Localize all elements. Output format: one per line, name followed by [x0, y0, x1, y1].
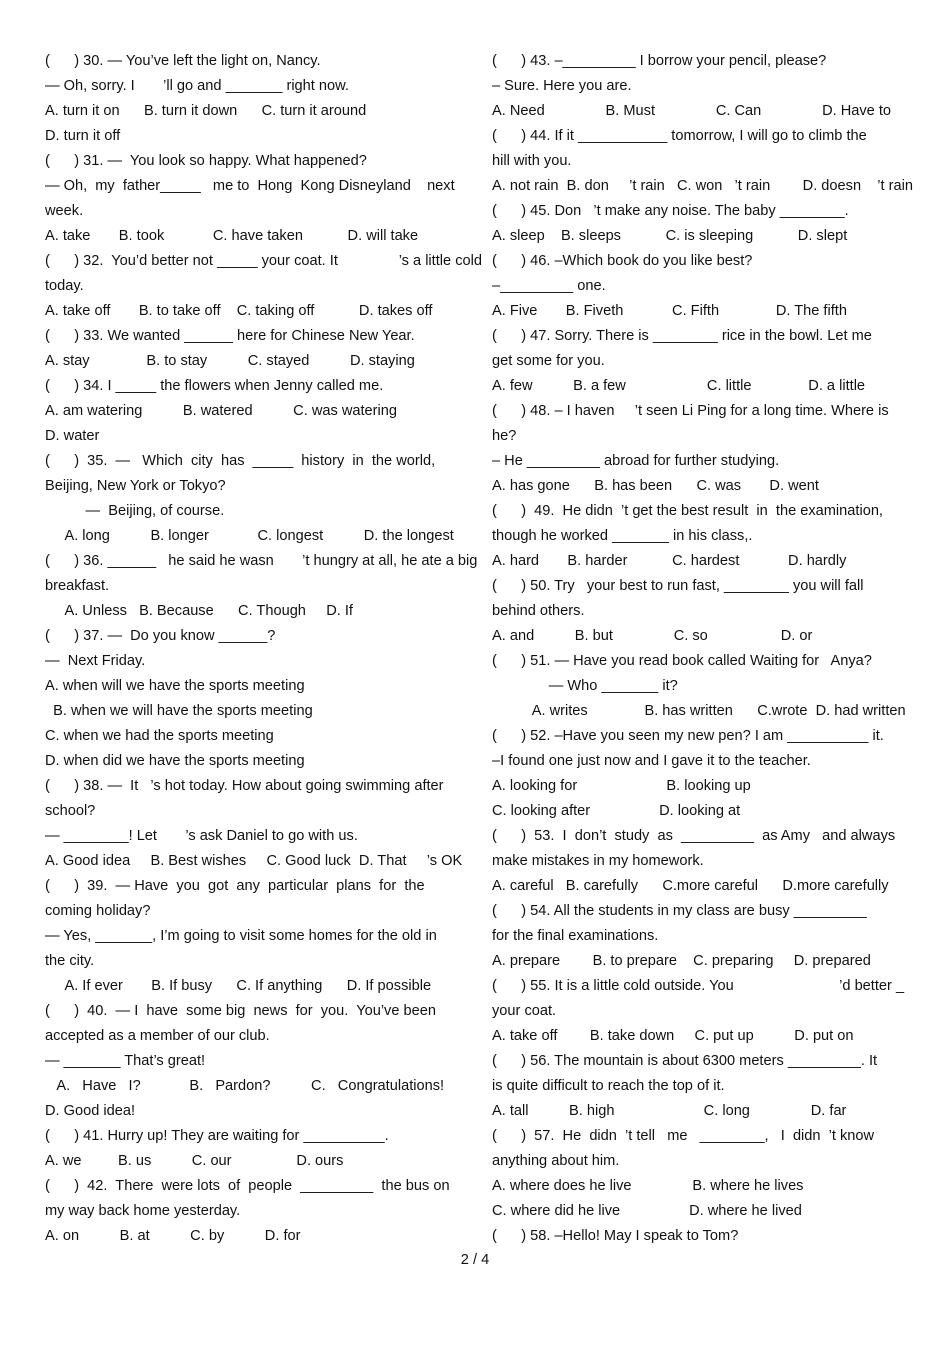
- text-line: A. careful B. carefully C.more careful D.more carefully: [492, 878, 889, 894]
- text-line: A. If ever B. If busy C. If anything D. If possible: [45, 978, 432, 994]
- text-line: ( ) 42. There were lots of people _________ the bus on: [45, 1178, 450, 1194]
- text-line: D. when did we have the sports meeting: [45, 753, 305, 769]
- text-line: D. turn it off: [45, 128, 121, 144]
- text-line: make mistakes in my homework.: [492, 853, 704, 869]
- text-line: D. Good idea!: [45, 1103, 136, 1119]
- text-line: ( ) 35. — Which city has _____ history in the world,: [45, 453, 436, 469]
- text-line: is quite difficult to reach the top of it.: [492, 1078, 725, 1094]
- text-line: A. long B. longer C. longest D. the longest: [45, 528, 454, 544]
- text-line: the city.: [45, 953, 95, 969]
- text-line: A. am watering B. watered C. was watering: [45, 403, 398, 419]
- text-line: ( ) 44. If it ___________ tomorrow, I will go to climb the: [492, 128, 867, 144]
- text-line: ( ) 51. — Have you read book called Waiting for Anya?: [492, 653, 872, 669]
- text-line: A. prepare B. to prepare C. preparing D. prepared: [492, 953, 871, 969]
- text-line: C. when we had the sports meeting: [45, 728, 274, 744]
- text-line: ( ) 50. Try your best to run fast, ________ you will fall: [492, 578, 864, 594]
- text-line: A. writes B. has written C.wrote D. had written: [492, 703, 906, 719]
- text-line: he?: [492, 428, 517, 444]
- text-line: get some for you.: [492, 353, 605, 369]
- text-line: B. when we will have the sports meeting: [45, 703, 313, 719]
- text-line: ( ) 36. ______ he said he wasn ’t hungry at all, he ate a big: [45, 553, 478, 569]
- text-line: today.: [45, 278, 84, 294]
- text-line: C. where did he live D. where he lived: [492, 1203, 802, 1219]
- text-line: ( ) 53. I don’t study as _________ as Amy and always: [492, 828, 896, 844]
- text-line: A. take B. took C. have taken D. will take: [45, 228, 419, 244]
- text-line: ( ) 56. The mountain is about 6300 meters _________. It: [492, 1053, 878, 1069]
- text-line: A. when will we have the sports meeting: [45, 678, 305, 694]
- text-line: behind others.: [492, 603, 585, 619]
- text-line: D. water: [45, 428, 100, 444]
- text-line: ( ) 33. We wanted ______ here for Chinese New Year.: [45, 328, 415, 344]
- right-column: [492, 49, 932, 1249]
- text-line: — Yes, _______, I’m going to visit some homes for the old in: [45, 928, 437, 944]
- text-line: A. stay B. to stay C. stayed D. staying: [45, 353, 415, 369]
- page-number: 2 / 4: [460, 1252, 490, 1268]
- text-line: — Next Friday.: [45, 653, 146, 669]
- text-line: hill with you.: [492, 153, 572, 169]
- text-line: — _______ That’s great!: [45, 1053, 206, 1069]
- text-line: A. tall B. high C. long D. far: [492, 1103, 847, 1119]
- text-line: coming holiday?: [45, 903, 151, 919]
- text-line: ( ) 46. –Which book do you like best?: [492, 253, 753, 269]
- text-line: A. hard B. harder C. hardest D. hardly: [492, 553, 847, 569]
- text-line: ( ) 43. –_________ I borrow your pencil, please?: [492, 53, 827, 69]
- text-line: A. we B. us C. our D. ours: [45, 1153, 344, 1169]
- text-line: ( ) 54. All the students in my class are busy _________: [492, 903, 867, 919]
- text-line: ( ) 48. – I haven ’t seen Li Ping for a long time. Where is: [492, 403, 889, 419]
- text-line: — Who _______ it?: [492, 678, 678, 694]
- text-line: A. Need B. Must C. Can D. Have to: [492, 103, 892, 119]
- text-line: school?: [45, 803, 96, 819]
- text-line: ( ) 37. — Do you know ______?: [45, 628, 276, 644]
- text-line: A. and B. but C. so D. or: [492, 628, 813, 644]
- text-line: A. on B. at C. by D. for: [45, 1228, 301, 1244]
- text-line: — ________! Let ’s ask Daniel to go with us.: [45, 828, 358, 844]
- text-line: ( ) 34. I _____ the flowers when Jenny called me.: [45, 378, 384, 394]
- text-line: A. take off B. to take off C. taking off D. takes off: [45, 303, 433, 319]
- text-line: A. sleep B. sleeps C. is sleeping D. slept: [492, 228, 848, 244]
- text-line: ( ) 49. He didn ’t get the best result in the examination,: [492, 503, 883, 519]
- text-line: A. where does he live B. where he lives: [492, 1178, 804, 1194]
- text-line: ( ) 32. You’d better not _____ your coat. It ’s a little cold: [45, 253, 482, 269]
- text-line: A. turn it on B. turn it down C. turn it around: [45, 103, 367, 119]
- text-line: ( ) 30. — You’ve left the light on, Nancy.: [45, 53, 321, 69]
- text-line: ( ) 55. It is a little cold outside. You ’d better _: [492, 978, 905, 994]
- text-line: – Sure. Here you are.: [492, 78, 632, 94]
- text-line: your coat.: [492, 1003, 557, 1019]
- text-line: accepted as a member of our club.: [45, 1028, 270, 1044]
- text-line: ( ) 57. He didn ’t tell me ________, I didn ’t know: [492, 1128, 875, 1144]
- text-line: A. Five B. Fiveth C. Fifth D. The fifth: [492, 303, 847, 319]
- text-line: anything about him.: [492, 1153, 620, 1169]
- text-line: – He _________ abroad for further studying.: [492, 453, 780, 469]
- text-line: ( ) 40. — I have some big news for you. You’ve been: [45, 1003, 436, 1019]
- text-line: A. take off B. take down C. put up D. put on: [492, 1028, 854, 1044]
- text-line: A. Unless B. Because C. Though D. If: [45, 603, 353, 619]
- text-line: A. has gone B. has been C. was D. went: [492, 478, 819, 494]
- text-line: ( ) 39. — Have you got any particular plans for the: [45, 878, 425, 894]
- text-line: ( ) 45. Don ’t make any noise. The baby ________.: [492, 203, 849, 219]
- text-line: A. looking for B. looking up: [492, 778, 751, 794]
- text-line: — Oh, sorry. I ’ll go and _______ right now.: [45, 78, 349, 94]
- text-line: A. Good idea B. Best wishes C. Good luck D. That ’s OK: [45, 853, 463, 869]
- text-line: –I found one just now and I gave it to the teacher.: [492, 753, 811, 769]
- text-line: my way back home yesterday.: [45, 1203, 241, 1219]
- text-line: though he worked _______ in his class,.: [492, 528, 753, 544]
- text-line: ( ) 31. — You look so happy. What happened?: [45, 153, 367, 169]
- text-line: ( ) 58. –Hello! May I speak to Tom?: [492, 1228, 739, 1244]
- left-column: [45, 49, 482, 1249]
- text-line: ( ) 52. –Have you seen my new pen? I am __________ it.: [492, 728, 884, 744]
- text-line: ( ) 38. — It ’s hot today. How about going swimming after: [45, 778, 444, 794]
- text-line: for the final examinations.: [492, 928, 659, 944]
- text-line: ( ) 47. Sorry. There is ________ rice in the bowl. Let me: [492, 328, 872, 344]
- text-line: A. Have I? B. Pardon? C. Congratulations!: [45, 1078, 445, 1094]
- text-line: week.: [45, 203, 84, 219]
- text-line: ( ) 41. Hurry up! They are waiting for __________.: [45, 1128, 389, 1144]
- text-line: breakfast.: [45, 578, 110, 594]
- text-line: –_________ one.: [492, 278, 606, 294]
- text-line: — Oh, my father_____ me to Hong Kong Disneyland next: [45, 178, 455, 194]
- text-line: — Beijing, of course.: [45, 503, 225, 519]
- text-line: Beijing, New York or Tokyo?: [45, 478, 226, 494]
- text-line: A. few B. a few C. little D. a little: [492, 378, 866, 394]
- text-line: A. not rain B. don ’t rain C. won ’t rain D. doesn ’t rain: [492, 178, 913, 194]
- text-line: C. looking after D. looking at: [492, 803, 741, 819]
